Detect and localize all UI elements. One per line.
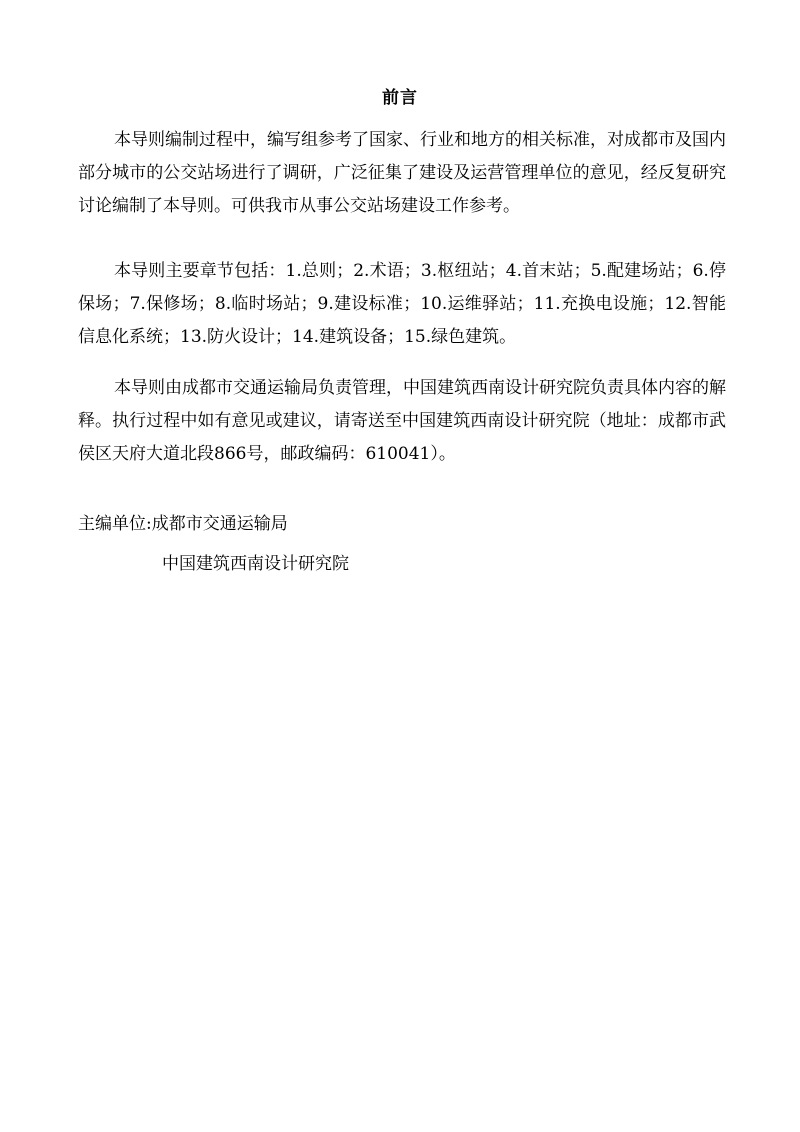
chief-editor-line: 主编单位:成都市交通运输局 <box>78 514 288 534</box>
paragraph-chapters: 本导则主要章节包括：1.总则；2.术语；3.枢纽站；4.首末站；5.配建场站；6.停保场；7.保修场；8.临时场站；9.建设标准；10.运维驿站；11.充换电设施；12.智能信息化系统；13.防火设计；14.建筑设备；15.绿色建筑。 <box>78 261 726 347</box>
paragraph-management: 本导则由成都市交通运输局负责管理，中国建筑西南设计研究院负责具体内容的解释。执行过程中如有意见或建议，请寄送至中国建筑西南设计研究院（地址：成都市武侯区天府大道北段866号，邮政编码：610041）。 <box>78 378 726 464</box>
page-title: 前言 <box>382 88 418 108</box>
paragraph-preparation: 本导则编制过程中，编写组参考了国家、行业和地方的相关标准，对成都市及国内部分城市的公交站场进行了调研，广泛征集了建设及运营管理单位的意见，经反复研究讨论编制了本导则。可供我市从事公交站场建设工作参考。 <box>78 130 726 216</box>
co-editor-name: 中国建筑西南设计研究院 <box>162 554 349 574</box>
